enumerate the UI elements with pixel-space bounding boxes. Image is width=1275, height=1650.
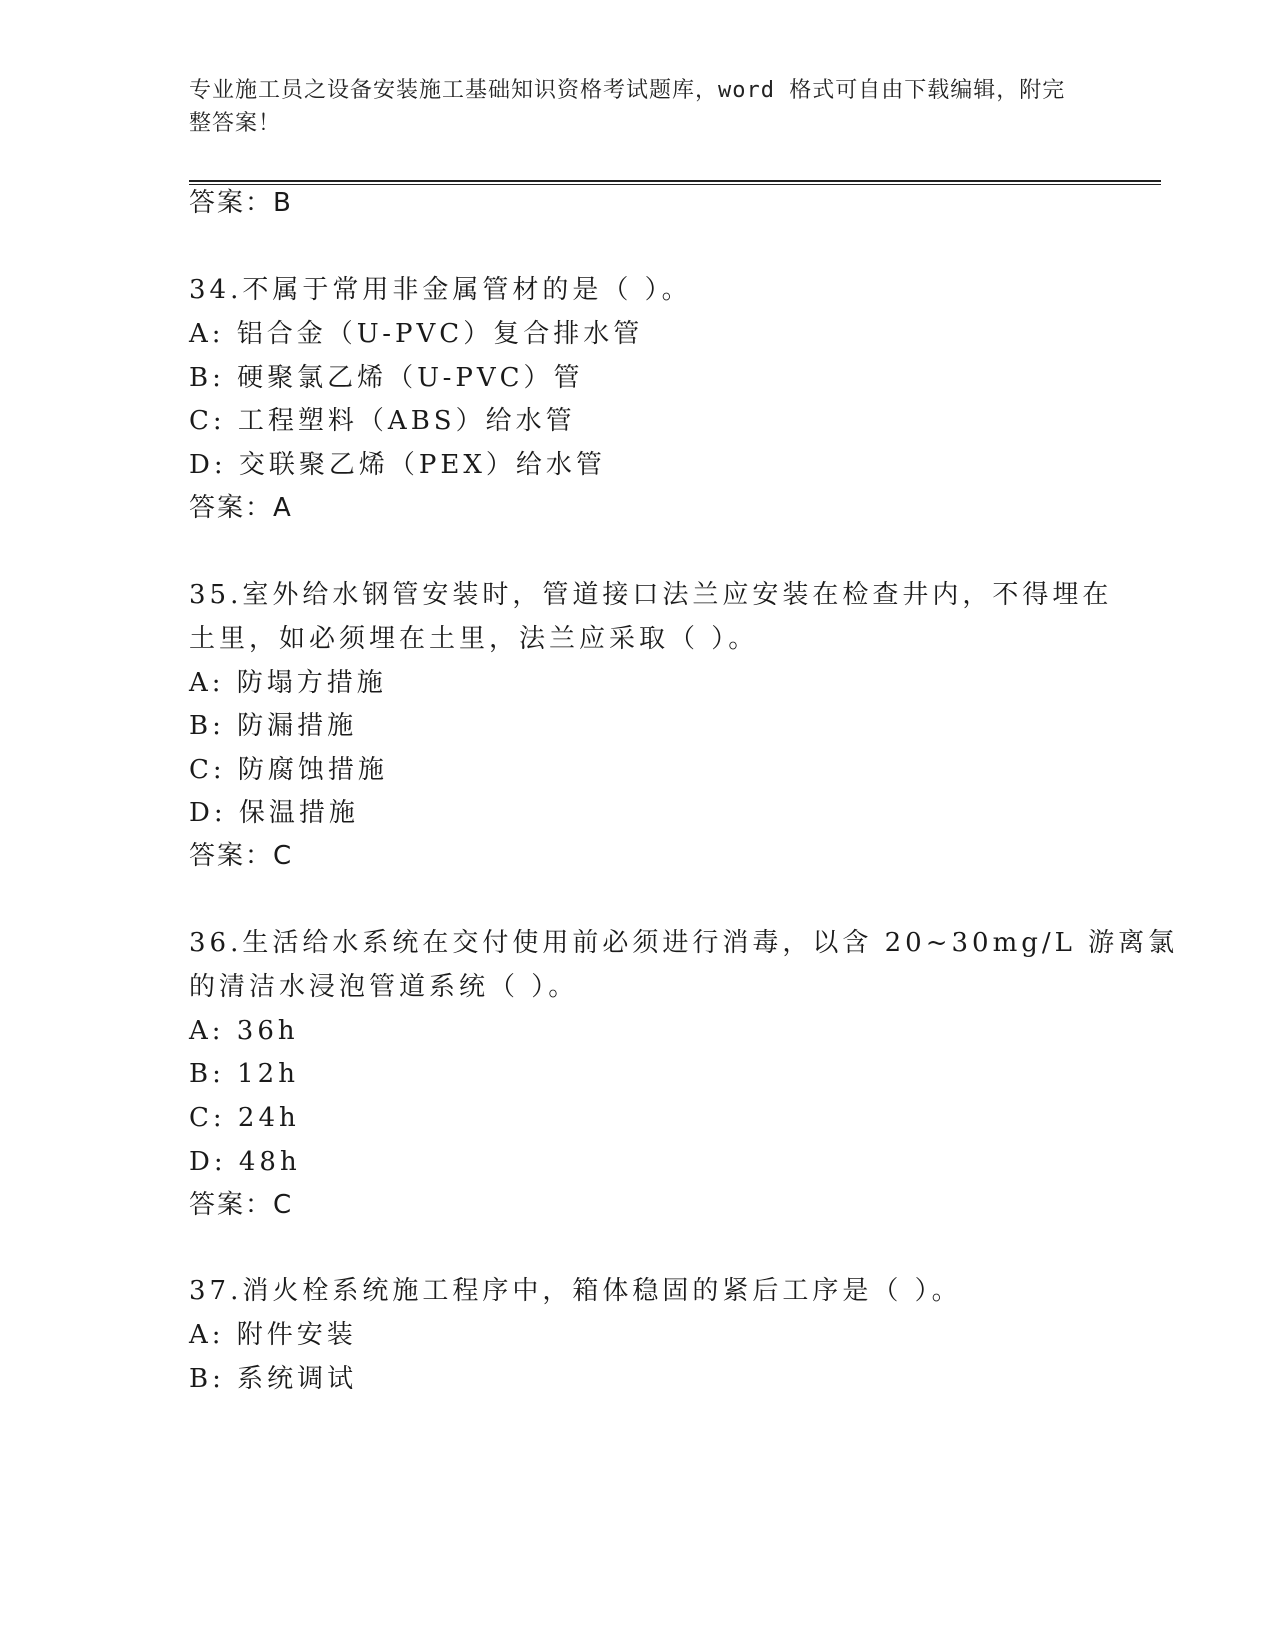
question-35-option-c: C: 防腐蚀措施 [189, 755, 388, 785]
question-37-option-b: B: 系统调试 [189, 1364, 358, 1394]
question-34-option-b: B: 硬聚氯乙烯（U-PVC）管 [189, 363, 584, 393]
question-34-option-c: C: 工程塑料（ABS）给水管 [189, 406, 576, 436]
question-36-option-d: D: 48h [189, 1147, 301, 1177]
answer-q34: 答案：A [189, 493, 293, 523]
header-divider [189, 180, 1161, 185]
question-35-stem-line2: 土里，如必须埋在土里，法兰应采取（ ）。 [189, 624, 759, 654]
question-35-option-d: D: 保温措施 [189, 798, 359, 828]
question-36-stem-line2: 的清洁水浸泡管道系统（ ）。 [189, 972, 579, 1002]
question-37-option-a: A: 附件安装 [189, 1320, 357, 1350]
question-36-stem-line1: 36.生活给水系统在交付使用前必须进行消毒，以含 20~30mg/L 游离氯 [189, 928, 1179, 958]
question-34-option-a: A: 铝合金（U-PVC）复合排水管 [189, 319, 644, 349]
document-header: 专业施工员之设备安装施工基础知识资格考试题库，word 格式可自由下载编辑，附完整答案！ [189, 78, 1066, 136]
question-37-stem: 37.消火栓系统施工程序中，箱体稳固的紧后工序是（ ）。 [189, 1276, 962, 1306]
answer-q33: 答案：B [189, 188, 293, 218]
answer-q36: 答案：C [189, 1190, 294, 1220]
question-36-option-b: B: 12h [189, 1059, 299, 1089]
question-34-stem: 34.不属于常用非金属管材的是（ ）。 [189, 275, 692, 305]
question-36-option-c: C: 24h [189, 1103, 300, 1133]
answer-q35: 答案：C [189, 841, 294, 871]
question-35-option-a: A: 防塌方措施 [189, 668, 387, 698]
question-35-option-b: B: 防漏措施 [189, 711, 358, 741]
question-36-option-a: A: 36h [189, 1016, 299, 1046]
question-34-option-d: D: 交联聚乙烯（PEX）给水管 [189, 450, 606, 480]
question-35-stem-line1: 35.室外给水钢管安装时，管道接口法兰应安装在检查井内，不得埋在 [189, 580, 1113, 610]
